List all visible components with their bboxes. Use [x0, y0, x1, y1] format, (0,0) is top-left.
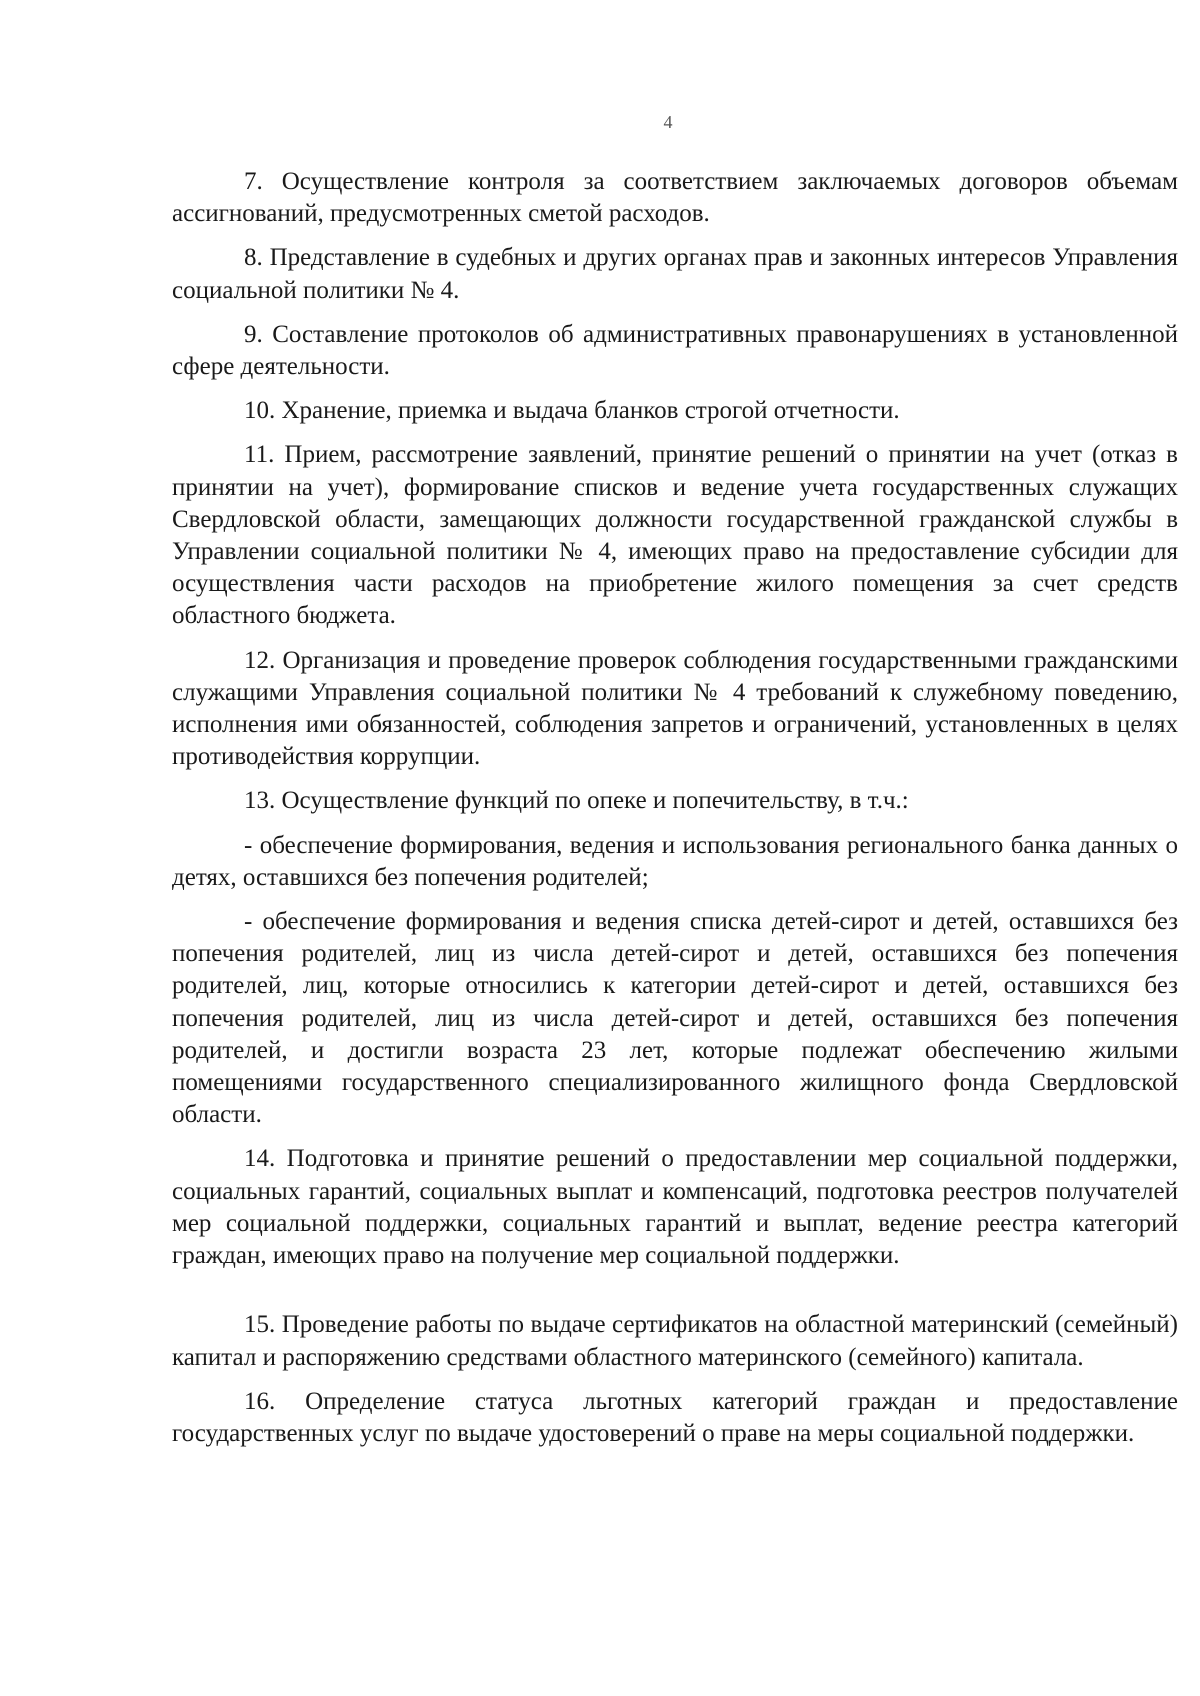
paragraph-16: 16. Определение статуса льготных категорий граждан и предоставление государственных услуг по выдаче удостоверений о праве на меры социальной поддержки.: [172, 1387, 1178, 1447]
page-number: 4: [663, 112, 673, 132]
paragraph-13-item-1: - обеспечение формирования, ведения и использования регионального банка данных о детях, оставшихся без попечения родителей;: [172, 831, 1178, 891]
paragraph-15: 15. Проведение работы по выдаче сертификатов на областной материнский (семейный) капитал и распоряжению средствами областного материнского (семейного) капитала.: [172, 1311, 1178, 1371]
document-body: [172, 166, 1178, 1450]
paragraph-9: 9. Составление протоколов об административных правонарушениях в установленной сфере деятельности.: [172, 320, 1178, 381]
paragraph-13-item-2: - обеспечение формирования и ведения списка детей-сирот и детей, оставшихся без попечения родителей, лиц из числа детей-сирот и детей, оставшихся без попечения родителей, лиц, которые относились к категории детей-сирот и детей, оставшихся без попечения родителей, лиц из числа детей-сирот и детей, оставшихся без попечения родителей, и достигли возраста 23 лет, которые подлежат обеспечению жилыми помещениями государственного специализированного жилищного фонда Свердловской области.: [172, 908, 1178, 1129]
paragraph-13: 13. Осуществление функций по опеке и попечительству, в т.ч.:: [244, 787, 909, 815]
paragraph-12: 12. Организация и проведение проверок соблюдения государственными гражданскими служащими Управления социальной политики № 4 требований к служебному поведению, исполнения ими обязанностей, соблюдения запретов и ограничений, установленных в целях противодействия коррупции.: [172, 646, 1178, 771]
paragraph-8: 8. Представление в судебных и других органах прав и законных интересов Управления социальной политики № 4.: [172, 244, 1178, 304]
paragraph-14: 14. Подготовка и принятие решений о предоставлении мер социальной поддержки, социальных гарантий, социальных выплат и компенсаций, подготовка реестров получателей мер социальной поддержки, социальных гарантий и выплат, ведение реестра категорий граждан, имеющих право на получение мер социальной поддержки.: [172, 1145, 1178, 1270]
paragraph-7: 7. Осуществление контроля за соответствием заключаемых договоров объемам ассигнований, предусмотренных сметой расходов.: [172, 168, 1178, 228]
paragraph-11: 11. Прием, рассмотрение заявлений, принятие решений о принятии на учет (отказ в принятии на учет), формирование списков и ведение учета государственных служащих Свердловской области, замещающих должности государственной гражданской службы в Управлении социальной политики № 4, имеющих право на предоставление субсидии для осуществления части расходов на приобретение жилого помещения за счет средств областного бюджета.: [172, 441, 1178, 630]
paragraph-10: 10. Хранение, приемка и выдача бланков строгой отчетности.: [244, 397, 900, 425]
